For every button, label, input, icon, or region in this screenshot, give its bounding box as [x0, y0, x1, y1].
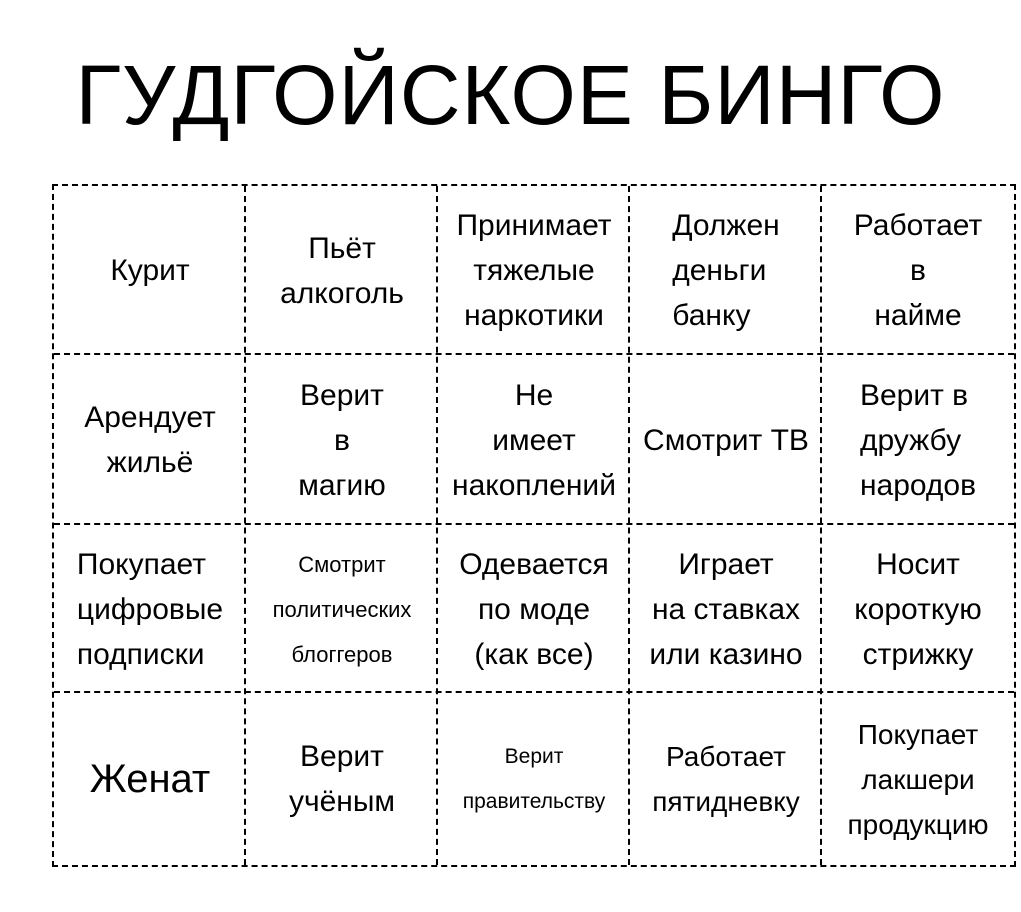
bingo-cell	[822, 693, 1014, 865]
bingo-cell-text: Пьёт алкоголь	[280, 231, 404, 310]
bingo-cell-text: Смотрит политических блоггеров	[272, 551, 412, 667]
bingo-cell	[438, 525, 630, 693]
bingo-cell	[246, 186, 438, 355]
bingo-cell-text: Носит короткую стрижку	[854, 547, 982, 671]
bingo-cell	[822, 355, 1014, 525]
bingo-cell-text: Работает пятидневку	[652, 741, 800, 817]
bingo-cell	[438, 355, 630, 525]
page-title: ГУДГОЙСКОЕ БИНГО	[75, 48, 946, 142]
bingo-cell	[822, 525, 1014, 693]
bingo-cell-text: Играет на ставках или казино	[649, 547, 803, 671]
bingo-cell	[54, 355, 246, 525]
bingo-cell-text: Верит в дружбу народов	[859, 378, 977, 502]
bingo-cell	[630, 355, 822, 525]
bingo-cell	[246, 693, 438, 865]
bingo-cell	[246, 525, 438, 693]
bingo-cell	[438, 693, 630, 865]
bingo-cell-text: Работает в найме	[853, 209, 983, 332]
bingo-cell-text: Покупает цифровые подписки	[76, 547, 224, 671]
bingo-cell-text: Верит правительству	[462, 745, 606, 813]
bingo-cell	[246, 355, 438, 525]
bingo-cell-text: Верит учёным	[288, 740, 396, 818]
bingo-cell	[54, 525, 246, 693]
bingo-cell-text: Курит	[110, 254, 190, 287]
bingo-cell	[54, 693, 246, 865]
bingo-cell-text: Одевается по моде (как все)	[459, 547, 609, 671]
bingo-cell	[630, 525, 822, 693]
bingo-cell	[630, 186, 822, 355]
bingo-cell	[54, 186, 246, 355]
bingo-cell-text: Арендует жильё	[84, 401, 216, 479]
bingo-cell-text: Женат	[89, 756, 211, 801]
bingo-cell-text: Должен деньги банку	[672, 209, 780, 332]
bingo-cell	[630, 693, 822, 865]
bingo-cell	[822, 186, 1014, 355]
bingo-cell-text: Смотрит ТВ	[643, 423, 809, 457]
bingo-cell-text: Верит в магию	[298, 378, 386, 502]
bingo-cell-text: Принимает тяжелые наркотики	[456, 209, 612, 332]
bingo-cell	[438, 186, 630, 355]
bingo-cell-text: Не имеет накоплений	[452, 378, 616, 502]
bingo-grid	[52, 184, 1016, 867]
bingo-cell-text: Покупает лакшери продукцию	[847, 718, 989, 840]
